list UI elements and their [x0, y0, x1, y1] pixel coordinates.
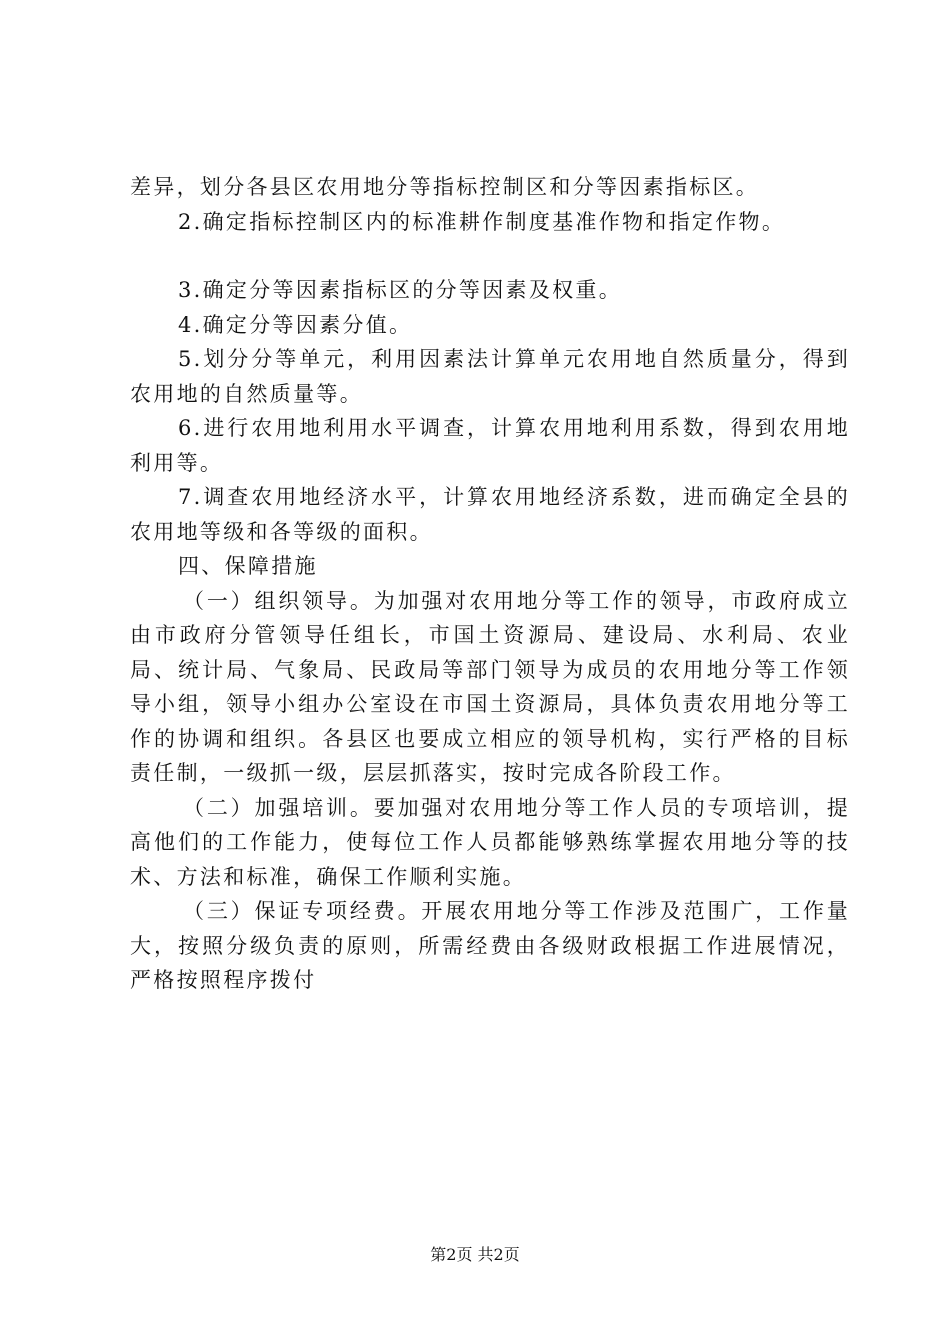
paragraph-continuation: 差异，划分各县区农用地分等指标控制区和分等因素指标区。 — [130, 175, 760, 199]
paragraph-funding: （三）保证专项经费。开展农用地分等工作涉及范围广，工作量大，按照分级负责的原则，所需经费由各级财政根据工作进展情况，严格按照程序拨付 — [130, 899, 850, 992]
paragraph-organization: （一）组织领导。为加强对农用地分等工作的领导，市政府成立由市政府分管领导任组长，市国土资源局、建设局、水利局、农业局、统计局、气象局、民政局等部门领导为成员的农用地分等工作领导小组，领导小组办公室设在市国土资源局，具体负责农用地分等工作的协调和组织。各县区也要成立相应的领导机构，实行严格的目标责任制，一级抓一级，层层抓落实，按时完成各阶段工作。 — [130, 588, 850, 785]
section-heading-safeguards: 四、保障措施 — [178, 554, 318, 578]
paragraph-step-5: 5.划分分等单元，利用因素法计算单元农用地自然质量分，得到农用地的自然质量等。 — [130, 347, 850, 406]
paragraph-step-2: 2.确定指标控制区内的标准耕作制度基准作物和指定作物。 — [178, 209, 786, 234]
paragraph-step-7: 7.调查农用地经济水平，计算农用地经济系数，进而确定全县的农用地等级和各等级的面积。 — [130, 485, 850, 544]
paragraph-training: （二）加强培训。要加强对农用地分等工作人员的专项培训，提高他们的工作能力，使每位工作人员都能够熟练掌握农用地分等的技术、方法和标准，确保工作顺利实施。 — [130, 795, 850, 889]
paragraph-step-3: 3.确定分等因素指标区的分等因素及权重。 — [178, 278, 623, 302]
page-number: 第2页 共2页 — [430, 1245, 520, 1264]
paragraph-step-6: 6.进行农用地利用水平调查，计算农用地利用系数，得到农用地利用等。 — [130, 416, 850, 475]
document-body — [130, 170, 850, 998]
paragraph-step-4: 4.确定分等因素分值。 — [178, 312, 413, 337]
